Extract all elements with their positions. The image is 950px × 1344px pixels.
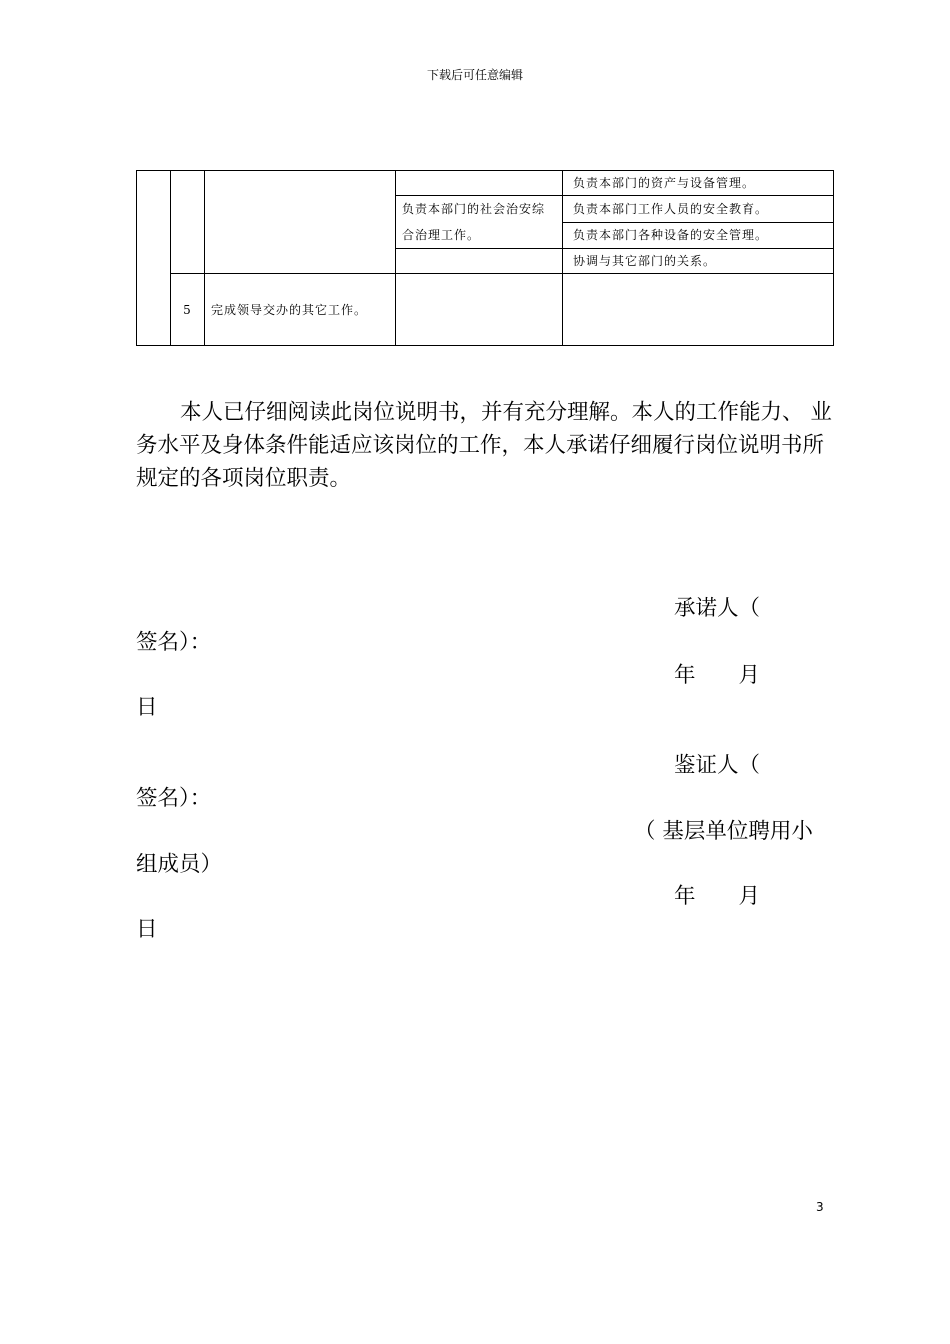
duty-task: 负责本部门的社会治安综合治理工作。 [396,196,563,249]
date-day: 日 [136,695,158,720]
page-number: 3 [816,1200,824,1214]
table-cell-empty [396,171,563,196]
duty-table [136,170,834,346]
duty-task: 完成领导交办的其它工作。 [205,274,396,346]
witness-label: 鉴证人（ [674,753,761,778]
table-cell-empty [137,171,171,346]
date-year-month: 年 月 [674,663,761,688]
table-cell-empty [396,249,563,274]
table-cell-empty [563,274,834,346]
date-day: 日 [136,917,158,942]
sign-suffix: 签名）： [136,786,212,811]
date-year-month: 年 月 [674,884,761,909]
table-cell-empty [396,274,563,346]
witness-note: 组成员） [136,852,223,877]
duty-item: 负责本部门各种设备的安全管理。 [563,222,834,249]
duty-item: 协调与其它部门的关系。 [563,249,834,274]
page-header: 下载后可任意编辑 [426,68,523,82]
duty-item: 负责本部门工作人员的安全教育。 [563,196,834,223]
table-cell-empty [205,171,396,274]
duty-item: 负责本部门的资产与设备管理。 [563,171,834,196]
duty-number: 5 [171,274,205,346]
sign-suffix: 签名）： [136,630,212,655]
promisor-label: 承诺人（ [674,596,761,621]
witness-note: （ 基层单位聘用小 [634,819,813,844]
table-cell-empty [171,171,205,274]
commitment-statement: 本人已仔细阅读此岗位说明书，并有充分理解。本人的工作能力、 业务水平及身体条件能适应该岗位的工作，本人承诺仔细履行岗位说明书所规定的各项岗位职责。 [136,400,832,491]
